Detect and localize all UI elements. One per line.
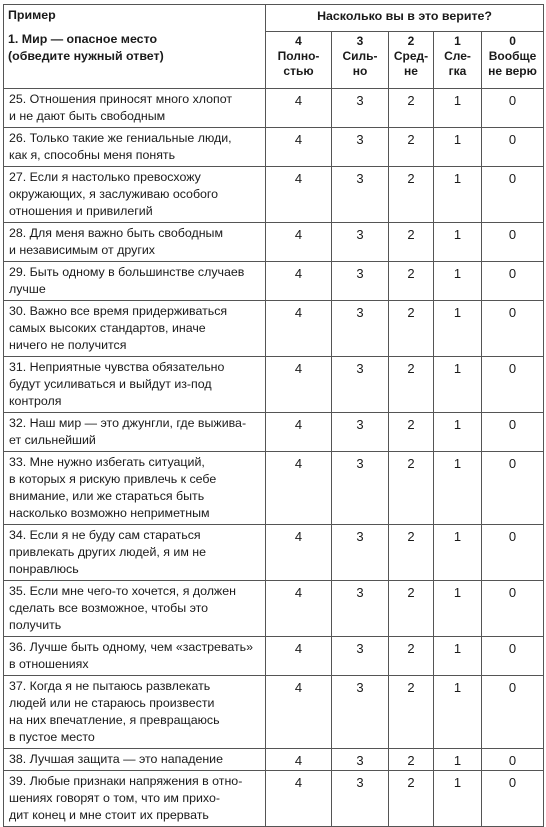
rating-option-4[interactable]: 4	[266, 770, 332, 826]
rating-option-4[interactable]: 4	[266, 166, 332, 222]
rating-option-4[interactable]: 4	[266, 300, 332, 356]
rating-option-2[interactable]: 2	[389, 166, 434, 222]
statement-row	[4, 222, 544, 261]
scale-label-line1: Силь-	[342, 48, 378, 63]
rating-option-0[interactable]: 0	[482, 412, 544, 451]
scale-header-4	[266, 31, 332, 88]
statement-text-line: 35. Если мне чего-то хочется, я должен	[9, 583, 236, 598]
rating-option-3[interactable]: 3	[332, 222, 389, 261]
scale-value: 3	[356, 33, 364, 48]
statement-text-cell	[4, 748, 266, 770]
statement-text-line: 31. Неприятные чувства обязательно	[9, 359, 225, 374]
rating-option-1[interactable]: 1	[434, 88, 482, 127]
rating-option-3[interactable]: 3	[332, 451, 389, 524]
scale-label-line2: стью	[283, 63, 314, 78]
rating-option-2[interactable]: 2	[389, 412, 434, 451]
scale-value: 0	[509, 33, 516, 48]
statement-row	[4, 127, 544, 166]
scale-label-line2: но	[352, 63, 368, 78]
example-label-cell	[4, 5, 266, 32]
statement-text-line: на них впечатление, я превращаюсь	[9, 712, 220, 727]
rating-option-0[interactable]: 0	[482, 166, 544, 222]
scale-label-line1: Сле-	[444, 48, 471, 63]
rating-option-3[interactable]: 3	[332, 412, 389, 451]
statement-text-line: 32. Наш мир — это джунгли, где выжива-	[9, 415, 247, 430]
statement-text-cell	[4, 770, 266, 826]
rating-option-4[interactable]: 4	[266, 88, 332, 127]
rating-option-3[interactable]: 3	[332, 261, 389, 300]
statement-row	[4, 300, 544, 356]
statement-text-line: получить	[9, 617, 62, 632]
statement-text-line: 39. Любые признаки напряжения в отно-	[9, 773, 243, 788]
statement-text-line: самых высоких стандартов, иначе	[9, 320, 206, 335]
statement-text-line: 36. Лучше быть одному, чем «застревать»	[9, 639, 254, 654]
statement-text-cell	[4, 412, 266, 451]
statement-row	[4, 412, 544, 451]
scale-value: 2	[407, 33, 415, 48]
scale-header-3	[332, 31, 389, 88]
rating-option-1[interactable]: 1	[434, 748, 482, 770]
rating-option-4[interactable]: 4	[266, 356, 332, 412]
statement-row	[4, 580, 544, 636]
rating-option-0[interactable]: 0	[482, 451, 544, 524]
rating-option-4[interactable]: 4	[266, 748, 332, 770]
rating-option-2[interactable]: 2	[389, 636, 434, 675]
rating-option-1[interactable]: 1	[434, 580, 482, 636]
statement-text-line: насколько возможно неприметным	[9, 505, 210, 520]
rating-option-2[interactable]: 2	[389, 580, 434, 636]
rating-option-2[interactable]: 2	[389, 675, 434, 748]
scale-label-line2: не верю	[488, 63, 537, 78]
statement-text-line: 26. Только такие же гениальные люди,	[9, 130, 232, 145]
rating-option-4[interactable]: 4	[266, 580, 332, 636]
rating-option-4[interactable]: 4	[266, 261, 332, 300]
statement-text-line: ет сильнейший	[9, 432, 96, 447]
rating-option-1[interactable]: 1	[434, 636, 482, 675]
statement-text-cell	[4, 127, 266, 166]
rating-option-4[interactable]: 4	[266, 127, 332, 166]
scale-header-1	[434, 31, 482, 88]
rating-option-0[interactable]: 0	[482, 127, 544, 166]
rating-option-3[interactable]: 3	[332, 580, 389, 636]
statement-text-line: в пустое место	[9, 729, 95, 744]
rating-option-3[interactable]: 3	[332, 127, 389, 166]
statement-row	[4, 675, 544, 748]
rating-option-3[interactable]: 3	[332, 524, 389, 580]
statement-row	[4, 524, 544, 580]
scale-value: 1	[454, 33, 461, 48]
statement-text-cell	[4, 356, 266, 412]
rating-option-2[interactable]: 2	[389, 127, 434, 166]
statement-row	[4, 166, 544, 222]
statement-text-cell	[4, 636, 266, 675]
rating-option-1[interactable]: 1	[434, 222, 482, 261]
scale-header-0	[482, 31, 544, 88]
statement-text-line: как я, способны меня понять	[9, 147, 176, 162]
example-statement: 1. Мир — опасное место	[8, 32, 158, 46]
rating-option-0[interactable]: 0	[482, 770, 544, 826]
rating-option-0[interactable]: 0	[482, 675, 544, 748]
statement-text-line: окружающих, я заслуживаю особого	[9, 186, 219, 201]
rating-option-0[interactable]: 0	[482, 261, 544, 300]
rating-option-4[interactable]: 4	[266, 222, 332, 261]
rating-option-0[interactable]: 0	[482, 222, 544, 261]
statement-text-line: понравлюсь	[9, 561, 79, 576]
rating-option-0[interactable]: 0	[482, 636, 544, 675]
rating-option-2[interactable]: 2	[389, 222, 434, 261]
rating-option-3[interactable]: 3	[332, 166, 389, 222]
statement-text-line: дит конец и мне стоит их прервать	[9, 807, 209, 822]
rating-option-2[interactable]: 2	[389, 451, 434, 524]
statement-text-cell	[4, 166, 266, 222]
rating-option-3[interactable]: 3	[332, 675, 389, 748]
rating-option-1[interactable]: 1	[434, 451, 482, 524]
rating-option-4[interactable]: 4	[266, 636, 332, 675]
example-cell	[4, 31, 266, 88]
statement-text-cell	[4, 222, 266, 261]
rating-option-3[interactable]: 3	[332, 636, 389, 675]
rating-option-1[interactable]: 1	[434, 770, 482, 826]
statement-text-line: 38. Лучшая защита — это нападение	[9, 751, 223, 766]
statement-text-cell	[4, 451, 266, 524]
scale-label-line2: гка	[448, 63, 467, 78]
statement-text-line: и не дают быть свободным	[9, 108, 166, 123]
rating-option-1[interactable]: 1	[434, 300, 482, 356]
statement-text-line: и независимым от других	[9, 242, 155, 257]
statement-text-line: в которых я рискую привлечь к себе	[9, 471, 217, 486]
example-label: Пример	[8, 8, 56, 22]
statement-row	[4, 636, 544, 675]
statement-row	[4, 770, 544, 826]
statement-text-line: 28. Для меня важно быть свободным	[9, 225, 223, 240]
rating-option-1[interactable]: 1	[434, 356, 482, 412]
scale-label-line2: не	[404, 63, 418, 78]
statement-row	[4, 748, 544, 770]
statement-text-line: 25. Отношения приносят много хлопот	[9, 91, 233, 106]
rating-option-2[interactable]: 2	[389, 88, 434, 127]
rating-option-3[interactable]: 3	[332, 300, 389, 356]
rating-option-0[interactable]: 0	[482, 88, 544, 127]
statement-text-line: 33. Мне нужно избегать ситуаций,	[9, 454, 205, 469]
rating-option-2[interactable]: 2	[389, 524, 434, 580]
statement-text-line: 29. Быть одному в большинстве случаев	[9, 264, 245, 279]
rating-option-2[interactable]: 2	[389, 356, 434, 412]
statement-text-line: в отношениях	[9, 656, 89, 671]
rating-option-4[interactable]: 4	[266, 524, 332, 580]
rating-option-4[interactable]: 4	[266, 412, 332, 451]
scale-label-line1: Полно-	[277, 48, 320, 63]
statement-text-line: внимание, или же стараться быть	[9, 488, 205, 503]
rating-option-3[interactable]: 3	[332, 770, 389, 826]
scale-label-line1: Вообще	[488, 48, 537, 63]
statement-row	[4, 451, 544, 524]
statement-text-line: отношения и привилегий	[9, 203, 153, 218]
statement-row	[4, 356, 544, 412]
rating-option-0[interactable]: 0	[482, 524, 544, 580]
statements-body	[4, 88, 544, 826]
statement-text-line: шениях говорят о том, что им прихо-	[9, 790, 220, 805]
belief-question-header: Насколько вы в это верите?	[266, 5, 544, 32]
rating-option-0[interactable]: 0	[482, 356, 544, 412]
rating-option-3[interactable]: 3	[332, 88, 389, 127]
rating-option-1[interactable]: 1	[434, 261, 482, 300]
statement-text-cell	[4, 88, 266, 127]
beliefs-questionnaire-table	[3, 4, 544, 827]
statement-text-cell	[4, 300, 266, 356]
rating-option-1[interactable]: 1	[434, 675, 482, 748]
statement-text-line: 30. Важно все время придерживаться	[9, 303, 228, 318]
statement-text-cell	[4, 675, 266, 748]
rating-option-1[interactable]: 1	[434, 524, 482, 580]
statement-text-line: ничего не получится	[9, 337, 127, 352]
statement-text-cell	[4, 524, 266, 580]
statement-text-line: 27. Если я настолько превосхожу	[9, 169, 201, 184]
rating-option-1[interactable]: 1	[434, 412, 482, 451]
rating-option-0[interactable]: 0	[482, 300, 544, 356]
statement-text-cell	[4, 580, 266, 636]
statement-text-line: контроля	[9, 393, 62, 408]
statement-row	[4, 88, 544, 127]
rating-option-2[interactable]: 2	[389, 261, 434, 300]
rating-option-1[interactable]: 1	[434, 127, 482, 166]
statement-text-cell	[4, 261, 266, 300]
statement-text-line: сделать все возможное, чтобы это	[9, 600, 209, 615]
rating-option-2[interactable]: 2	[389, 300, 434, 356]
rating-option-4[interactable]: 4	[266, 675, 332, 748]
statement-text-line: людей или не стараюсь произвести	[9, 695, 215, 710]
rating-option-2[interactable]: 2	[389, 748, 434, 770]
statement-row	[4, 261, 544, 300]
statement-text-line: 34. Если я не буду сам стараться	[9, 527, 201, 542]
rating-option-2[interactable]: 2	[389, 770, 434, 826]
rating-option-3[interactable]: 3	[332, 748, 389, 770]
statement-text-line: лучше	[9, 281, 46, 296]
rating-option-4[interactable]: 4	[266, 451, 332, 524]
rating-option-0[interactable]: 0	[482, 580, 544, 636]
rating-option-1[interactable]: 1	[434, 166, 482, 222]
example-instruction: (обведите нужный ответ)	[8, 49, 164, 63]
rating-option-0[interactable]: 0	[482, 748, 544, 770]
statement-text-line: привлекать других людей, я им не	[9, 544, 207, 559]
scale-header-2	[389, 31, 434, 88]
statement-text-line: будут усиливаться и выйдут из-под	[9, 376, 212, 391]
scale-value: 4	[295, 33, 302, 48]
statement-text-line: 37. Когда я не пытаюсь развлекать	[9, 678, 211, 693]
scale-label-line1: Сред-	[393, 48, 429, 63]
rating-option-3[interactable]: 3	[332, 356, 389, 412]
